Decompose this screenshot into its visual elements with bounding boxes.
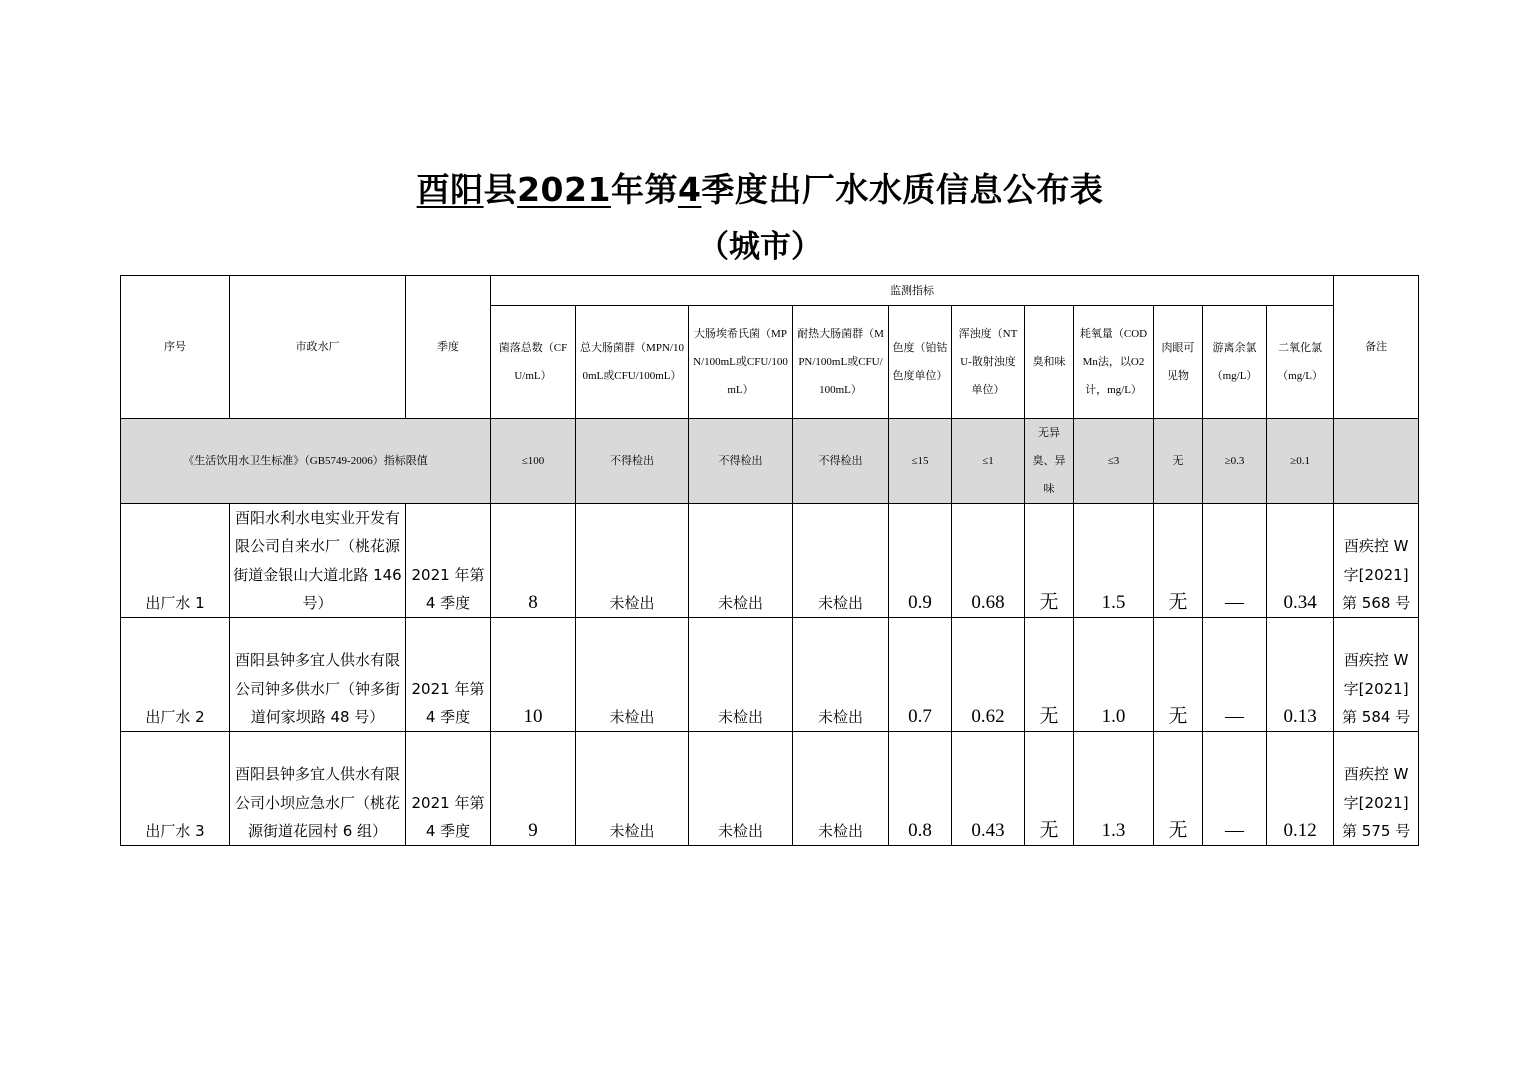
row-remark: 酉疾控 W 字[2021]第 584 号	[1334, 618, 1419, 732]
row-value: 无	[1025, 618, 1074, 732]
standard-limit: ≥0.1	[1267, 419, 1334, 504]
row-value: 未检出	[793, 618, 889, 732]
water-quality-table	[120, 275, 1419, 846]
row-season: 2021 年第 4 季度	[406, 504, 491, 618]
row-value: 未检出	[793, 504, 889, 618]
row-value: —	[1203, 732, 1267, 846]
title-rest: 季度出厂水水质信息公布表	[701, 170, 1104, 209]
row-value: 1.0	[1074, 618, 1154, 732]
header-indicator-group: 监测指标	[491, 276, 1334, 306]
header-seq: 序号	[121, 276, 230, 419]
standard-label: 《生活饮用水卫生标准》（GB5749-2006）指标限值	[121, 419, 491, 504]
title-quarter: 4	[677, 170, 702, 209]
row-value: 未检出	[793, 732, 889, 846]
row-seq: 出厂水 3	[121, 732, 230, 846]
row-value: 未检出	[576, 504, 689, 618]
row-value: 0.12	[1267, 732, 1334, 846]
row-value: 无	[1154, 732, 1203, 846]
standard-limit: ≤1	[952, 419, 1025, 504]
standard-limit: 无异臭、异味	[1025, 419, 1074, 504]
row-value: 0.43	[952, 732, 1025, 846]
header-indicator: 游离余氯（mg/L）	[1203, 306, 1267, 419]
row-value: 0.68	[952, 504, 1025, 618]
row-value: 0.62	[952, 618, 1025, 732]
row-plant: 酉阳县钟多宜人供水有限公司小坝应急水厂（桃花源街道花园村 6 组）	[230, 732, 406, 846]
standard-limit: ≥0.3	[1203, 419, 1267, 504]
row-value: 0.8	[889, 732, 952, 846]
row-season: 2021 年第 4 季度	[406, 732, 491, 846]
header-indicator: 大肠埃希氏菌（MPN/100mL或CFU/100mL）	[689, 306, 793, 419]
table-row	[121, 618, 1419, 732]
header-indicator: 二氧化氯（mg/L）	[1267, 306, 1334, 419]
row-value: 9	[491, 732, 576, 846]
row-value: —	[1203, 504, 1267, 618]
row-value: 未检出	[689, 618, 793, 732]
header-indicator: 菌落总数（CFU/mL）	[491, 306, 576, 419]
standard-limit: 不得检出	[576, 419, 689, 504]
title-year: 2021	[517, 170, 611, 209]
header-indicator: 耗氧量（CODMn法，以O2计，mg/L）	[1074, 306, 1154, 419]
title-county: 酉阳	[416, 170, 484, 209]
header-indicator: 耐热大肠菌群（MPN/100mL或CFU/100mL）	[793, 306, 889, 419]
header-indicator: 色度（铂钴色度单位）	[889, 306, 952, 419]
row-value: 未检出	[576, 732, 689, 846]
row-value: 0.34	[1267, 504, 1334, 618]
row-value: 未检出	[576, 618, 689, 732]
row-value: 0.9	[889, 504, 952, 618]
header-season: 季度	[406, 276, 491, 419]
row-value: 无	[1025, 504, 1074, 618]
row-remark: 酉疾控 W 字[2021]第 568 号	[1334, 504, 1419, 618]
row-value: 8	[491, 504, 576, 618]
row-value: 无	[1025, 732, 1074, 846]
header-remark: 备注	[1334, 276, 1419, 419]
title-county-suffix: 县	[483, 170, 518, 209]
row-value: 1.5	[1074, 504, 1154, 618]
header-indicator: 总大肠菌群（MPN/100mL或CFU/100mL）	[576, 306, 689, 419]
standard-limit: 无	[1154, 419, 1203, 504]
row-value: 10	[491, 618, 576, 732]
row-value: 未检出	[689, 504, 793, 618]
header-indicator: 肉眼可见物	[1154, 306, 1203, 419]
header-indicator: 臭和味	[1025, 306, 1074, 419]
page-subtitle: （城市）	[698, 229, 822, 265]
row-value: —	[1203, 618, 1267, 732]
row-seq: 出厂水 1	[121, 504, 230, 618]
standard-limit: 不得检出	[793, 419, 889, 504]
row-plant: 酉阳水利水电实业开发有限公司自来水厂（桃花源街道金银山大道北路 146 号）	[230, 504, 406, 618]
row-remark: 酉疾控 W 字[2021]第 575 号	[1334, 732, 1419, 846]
header-plant: 市政水厂	[230, 276, 406, 419]
row-value: 1.3	[1074, 732, 1154, 846]
standard-limit: ≤15	[889, 419, 952, 504]
row-value: 无	[1154, 504, 1203, 618]
title-year-suffix: 年第	[610, 170, 678, 209]
row-value: 无	[1154, 618, 1203, 732]
standard-limit: 不得检出	[689, 419, 793, 504]
header-indicator: 浑浊度（NTU-散射浊度单位）	[952, 306, 1025, 419]
row-season: 2021 年第 4 季度	[406, 618, 491, 732]
standard-limit: ≤100	[491, 419, 576, 504]
row-value: 0.13	[1267, 618, 1334, 732]
row-value: 0.7	[889, 618, 952, 732]
table-row	[121, 504, 1419, 618]
page-title	[0, 168, 1520, 212]
row-plant: 酉阳县钟多宜人供水有限公司钟多供水厂（钟多街道何家坝路 48 号）	[230, 618, 406, 732]
row-value: 未检出	[689, 732, 793, 846]
header-row-group	[121, 276, 1419, 306]
row-seq: 出厂水 2	[121, 618, 230, 732]
standard-row	[121, 419, 1419, 504]
standard-remark	[1334, 419, 1419, 504]
table-row	[121, 732, 1419, 846]
standard-limit: ≤3	[1074, 419, 1154, 504]
